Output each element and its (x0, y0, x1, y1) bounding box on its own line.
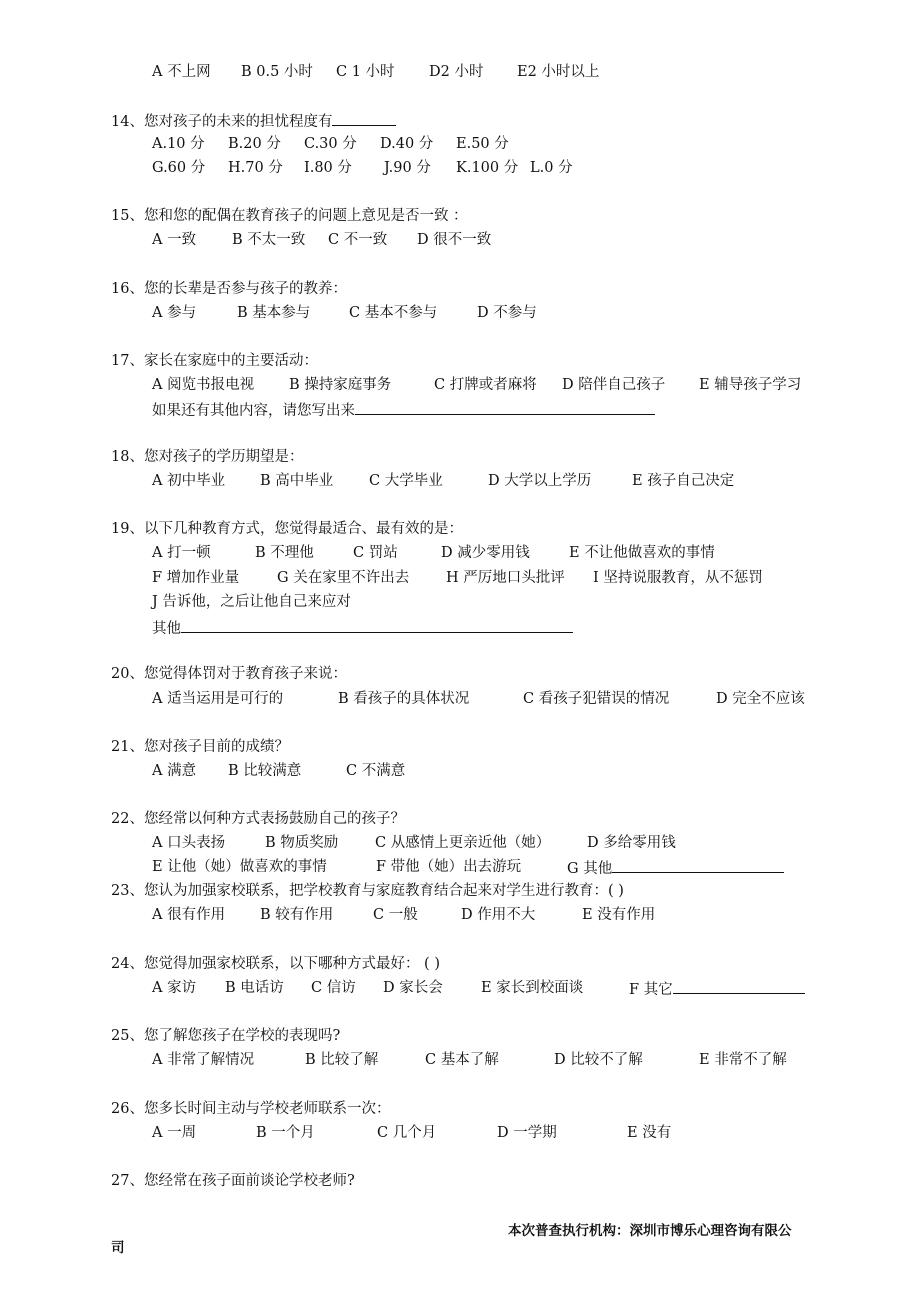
q25-option-a[interactable]: A 非常了解情况 (152, 1052, 255, 1068)
q22-option-b[interactable]: B 物质奖励 (265, 835, 339, 851)
q19-other (152, 617, 573, 637)
q13-option-c[interactable]: C 1 小时 (336, 64, 395, 80)
q15-option-a[interactable]: A 一致 (152, 232, 197, 248)
q25-option-e[interactable]: E 非常不了解 (699, 1052, 787, 1068)
q24-option-c[interactable]: C 信访 (311, 980, 356, 996)
q14-option-j[interactable]: J.90 分 (384, 160, 431, 176)
q26-option-a[interactable]: A 一周 (152, 1125, 197, 1141)
q15-option-d[interactable]: D 很不一致 (417, 232, 492, 248)
q14-option-h[interactable]: H.70 分 (228, 160, 283, 176)
q17-option-d[interactable]: D 陪伴自己孩子 (562, 377, 666, 393)
q15-question: 15、您和您的配偶在教育孩子的问题上意见是否一致 ： (111, 208, 468, 224)
q14-option-a[interactable]: A.10 分 (152, 136, 205, 152)
q19-option-e[interactable]: E 不让他做喜欢的事情 (569, 545, 715, 561)
q24-option-b[interactable]: B 电话访 (225, 980, 284, 996)
q17-option-a[interactable]: A 阅览书报电视 (152, 377, 255, 393)
q25-option-d[interactable]: D 比较不了解 (554, 1052, 643, 1068)
q19-option-j[interactable]: J 告诉他，之后让他自己来应对 (152, 594, 351, 610)
q19-option-b[interactable]: B 不理他 (255, 545, 314, 561)
q22-option-d[interactable]: D 多给零用钱 (587, 835, 676, 851)
q17-option-e[interactable]: E 辅导孩子学习 (699, 377, 802, 393)
q21-option-c[interactable]: C 不满意 (346, 763, 406, 779)
q23-option-a[interactable]: A 很有作用 (152, 907, 226, 923)
q18-option-c[interactable]: C 大学毕业 (369, 473, 443, 489)
q17-other-input[interactable] (355, 399, 655, 415)
q19-other-label: 其他 (152, 621, 181, 637)
q14-option-g[interactable]: G.60 分 (152, 160, 206, 176)
q22-option-g-label: G 其他 (567, 861, 613, 877)
q19-other-input[interactable] (181, 617, 573, 633)
q16-option-d[interactable]: D 不参与 (477, 305, 537, 321)
q13-option-d[interactable]: D2 小时 (429, 64, 484, 80)
q17-question: 17、家长在家庭中的主要活动： (111, 353, 318, 369)
q20-option-a[interactable]: A 适当运用是可行的 (152, 691, 284, 707)
q19-option-d[interactable]: D 减少零用钱 (441, 545, 530, 561)
q23-option-e[interactable]: E 没有作用 (582, 907, 656, 923)
q26-option-d[interactable]: D 一学期 (497, 1125, 557, 1141)
q17-other (152, 399, 655, 419)
q19-option-h[interactable]: H 严厉地口头批评 (446, 570, 565, 586)
q18-question: 18、您对孩子的学历期望是： (111, 449, 304, 465)
q24-option-a[interactable]: A 家访 (152, 980, 197, 996)
q18-option-b[interactable]: B 高中毕业 (260, 473, 334, 489)
q14-text: 14、您对孩子的未来的担忧程度有 (111, 114, 333, 130)
q25-question: 25、您了解您孩子在学校的表现吗? (111, 1028, 341, 1044)
q17-option-c[interactable]: C 打牌或者麻将 (434, 377, 537, 393)
q23-option-d[interactable]: D 作用不大 (461, 907, 536, 923)
q27-question: 27、您经常在孩子面前谈论学校老师? (111, 1173, 355, 1189)
footer-organization: 本次普查执行机构：深圳市博乐心理咨询有限公 (508, 1223, 792, 1239)
q14-option-l[interactable]: L.0 分 (530, 160, 573, 176)
q26-question: 26、您多长时间主动与学校老师联系一次： (111, 1101, 391, 1117)
q18-option-a[interactable]: A 初中毕业 (152, 473, 226, 489)
q19-question: 19、以下几种教育方式，您觉得最适合、最有效的是： (111, 521, 463, 537)
q25-option-b[interactable]: B 比较了解 (305, 1052, 379, 1068)
q16-option-c[interactable]: C 基本不参与 (349, 305, 438, 321)
q15-option-c[interactable]: C 不一致 (328, 232, 388, 248)
footer-organization-tail: 司 (111, 1240, 125, 1256)
q17-other-label: 如果还有其他内容，请您写出来 (152, 403, 355, 419)
q22-option-e[interactable]: E 让他（她）做喜欢的事情 (152, 859, 327, 875)
q22-option-f[interactable]: F 带他（她）出去游玩 (376, 859, 522, 875)
q14-option-i[interactable]: I.80 分 (304, 160, 352, 176)
q20-option-d[interactable]: D 完全不应该 (716, 691, 805, 707)
q19-option-a[interactable]: A 打一顿 (152, 545, 211, 561)
q16-option-b[interactable]: B 基本参与 (237, 305, 311, 321)
q13-option-e[interactable]: E2 小时以上 (517, 64, 600, 80)
q13-option-b[interactable]: B 0.5 小时 (241, 64, 313, 80)
q16-question: 16、您的长辈是否参与孩子的教养： (111, 281, 347, 297)
q26-option-e[interactable]: E 没有 (627, 1125, 672, 1141)
q22-option-g[interactable] (567, 857, 784, 879)
q18-option-e[interactable]: E 孩子自己决定 (632, 473, 735, 489)
q14-option-b[interactable]: B.20 分 (228, 136, 281, 152)
q26-option-b[interactable]: B 一个月 (256, 1125, 315, 1141)
q21-option-b[interactable]: B 比较满意 (228, 763, 302, 779)
q22-other-input[interactable] (612, 857, 784, 873)
q22-option-c[interactable]: C 从感情上更亲近他（她） (375, 835, 551, 851)
q21-option-a[interactable]: A 满意 (152, 763, 197, 779)
q24-option-d[interactable]: D 家长会 (383, 980, 443, 996)
q13-option-a[interactable]: A 不上网 (152, 64, 211, 80)
q14-answer-blank[interactable] (332, 110, 396, 126)
q21-question: 21、您对孩子目前的成绩？ (111, 739, 289, 755)
q18-option-d[interactable]: D 大学以上学历 (488, 473, 592, 489)
q24-option-f-label: F 其它 (629, 982, 673, 998)
q20-option-b[interactable]: B 看孩子的具体状况 (338, 691, 470, 707)
q24-option-f[interactable] (629, 978, 805, 1000)
q14-option-c[interactable]: C.30 分 (304, 136, 357, 152)
q22-option-a[interactable]: A 口头表扬 (152, 835, 226, 851)
q23-option-b[interactable]: B 较有作用 (260, 907, 334, 923)
q19-option-i[interactable]: I 坚持说服教育，从不惩罚 (593, 570, 763, 586)
q14-option-e[interactable]: E.50 分 (456, 136, 509, 152)
q23-question: 23、您认为加强家校联系，把学校教育与家庭教育结合起来对学生进行教育：( ) (111, 883, 624, 899)
q24-option-e[interactable]: E 家长到校面谈 (481, 980, 584, 996)
q26-option-c[interactable]: C 几个月 (377, 1125, 437, 1141)
q16-option-a[interactable]: A 参与 (152, 305, 197, 321)
q19-option-f[interactable]: F 增加作业量 (152, 570, 240, 586)
q15-option-b[interactable]: B 不太一致 (232, 232, 306, 248)
q14-question (111, 110, 396, 130)
q25-option-c[interactable]: C 基本了解 (425, 1052, 499, 1068)
q23-option-c[interactable]: C 一般 (373, 907, 418, 923)
q19-option-c[interactable]: C 罚站 (353, 545, 398, 561)
q17-option-b[interactable]: B 操持家庭事务 (289, 377, 392, 393)
q24-other-input[interactable] (673, 978, 805, 994)
q20-option-c[interactable]: C 看孩子犯错误的情况 (523, 691, 670, 707)
q22-question: 22、您经常以何种方式表扬鼓励自己的孩子？ (111, 811, 405, 827)
q14-option-d[interactable]: D.40 分 (380, 136, 434, 152)
q14-option-k[interactable]: K.100 分 (456, 160, 519, 176)
q19-option-g[interactable]: G 关在家里不许出去 (277, 570, 410, 586)
q20-question: 20、您觉得体罚对于教育孩子来说： (111, 666, 347, 682)
q24-question: 24、您觉得加强家校联系，以下哪种方式最好： ( ) (111, 956, 440, 972)
